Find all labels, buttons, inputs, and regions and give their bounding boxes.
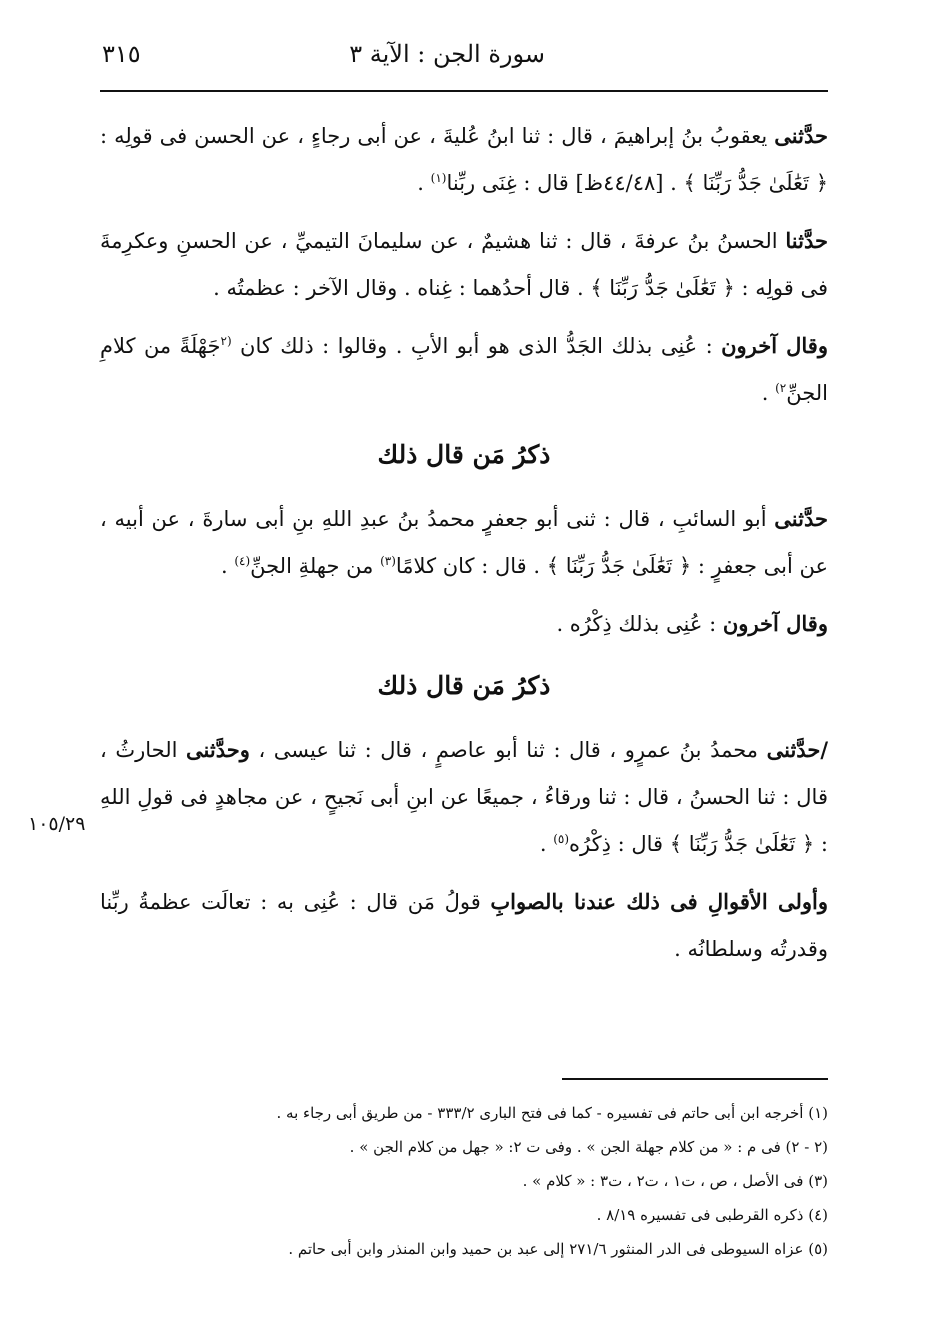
- section-heading: ذكرُ مَن قال ذلك: [377, 671, 551, 700]
- footnote-marker: (٣): [380, 554, 396, 568]
- paragraph-lead: وقال آخرون: [721, 333, 828, 358]
- paragraph-text: . [٤٤/٤٨ظ] قال : غِنَى ربِّنا: [446, 171, 677, 195]
- running-header: [100, 38, 828, 80]
- paragraph-text: الحارثُ ، قال : ثنا الحسنُ ، قال : ثنا ورقاءُ ، جميعًا عن ابنِ أبى نَجيحٍ ، عن مجاهدٍ فى قولِ اللهِ :: [100, 738, 828, 856]
- footnote-marker: ٢): [775, 381, 787, 395]
- footnote-marker: (٢: [220, 334, 232, 348]
- paragraph-text: أبو السائبِ ، قال : ثنى أبو جعفرٍ محمدُ بنُ عبدِ اللهِ بنِ أبى سارةَ ، عن أبيه ، عن أبى جعفرٍ :: [100, 507, 828, 578]
- paragraph-text: : عُنِى بذلك ذِكْرُه .: [556, 612, 717, 636]
- paragraph-text: محمدُ بنُ عمرٍو ، قال : ثنا أبو عاصمٍ ، قال : ثنا عيسى ،: [258, 738, 759, 762]
- paragraph-text: من جهلةِ الجنِّ: [250, 554, 374, 578]
- paragraph-end: .: [220, 554, 228, 578]
- paragraph-text: . قال : كان كلامًا: [395, 554, 541, 578]
- paragraph-lead: حدَّثنى: [774, 123, 828, 148]
- quran-quote: ﴿ تَعَٰلَىٰ جَدُّ رَبِّنَا ﴾: [590, 276, 735, 300]
- page-number: ٣١٥: [102, 40, 141, 68]
- paragraph-lead: وأولى الأقوالِ فى ذلك عندنا بالصوابِ: [490, 889, 828, 914]
- quran-quote: ﴿ تَعَٰلَىٰ جَدُّ رَبِّنَا ﴾: [546, 554, 692, 578]
- paragraph-lead: /حدَّثنى: [766, 737, 828, 762]
- paragraph-5: [100, 600, 828, 648]
- paragraph-end: .: [761, 381, 769, 405]
- footnote-marker: (٤): [234, 554, 251, 568]
- paragraph-text: يعقوبُ بنُ إبراهيمَ ، قال : ثنا ابنُ عُليةَ ، عن أبى رجاءٍ ، عن الحسن فى قولِه :: [100, 124, 768, 148]
- paragraph-3: [100, 322, 828, 417]
- paragraph-text: قال : ذِكْرُه: [569, 832, 664, 856]
- paragraph-text: جَهْلَةً من كلامِ الجنِّ: [100, 334, 828, 405]
- paragraph-1: [100, 112, 828, 207]
- paragraph-lead: حدَّثنى: [774, 506, 828, 531]
- paragraph-6: [100, 726, 828, 868]
- quran-quote: ﴿ تَعَٰلَىٰ جَدُّ رَبِّنَا ﴾: [669, 832, 815, 856]
- running-title: سورة الجن : الآية ٣: [349, 40, 545, 68]
- quran-quote: ﴿ تَعَٰلَىٰ جَدُّ رَبِّنَا ﴾: [683, 171, 828, 195]
- paragraph-7: [100, 878, 828, 973]
- footnote-marker: (٥): [553, 832, 570, 846]
- paragraph-text: قولُ مَن قال : عُنِى به : تعالَت عظمةُ ربِّنا وقدرتُه وسلطانُه .: [100, 890, 828, 961]
- main-text: [100, 112, 828, 983]
- paragraph-end: .: [417, 171, 424, 195]
- paragraph-lead: وقال آخرون: [722, 611, 828, 636]
- margin-reference: ١٠٥/٢٩: [28, 813, 86, 835]
- footnote-rule: [562, 1078, 828, 1080]
- paragraph-end: .: [539, 832, 547, 856]
- footnote-marker: (١): [430, 171, 447, 185]
- paragraph-text: : عُنِى بذلك الجَدُّ الذى هو أبو الأبِ . وقالوا : ذلك كان: [240, 334, 713, 358]
- footnote-3: (٣) فى الأصل ، ص ، ت١ ، ت٢ ، ت٣ : « كلام » .: [522, 1172, 828, 1190]
- footnote-4: (٤) ذكره القرطبى فى تفسيره ٨/١٩ .: [596, 1206, 828, 1224]
- paragraph-4: [100, 495, 828, 590]
- paragraph-text: الحسنُ بنُ عرفةَ ، قال : ثنا هشيمٌ ، عن سليمانَ التيميِّ ، عن الحسنِ وعكرِمةَ فى قولِه :: [100, 229, 828, 300]
- section-heading: ذكرُ مَن قال ذلك: [377, 440, 551, 469]
- footnote-2: (٢ - ٢) فى م : « من كلام جهلة الجن » . وفى ت ٢: « جهل من كلام الجن » .: [349, 1138, 828, 1156]
- paragraph-2: [100, 217, 828, 312]
- header-rule: [100, 90, 828, 92]
- footnote-1: (١) أخرجه ابن أبى حاتم فى تفسيره - كما فى فتح البارى ٣٣٣/٢ - من طريق أبى رجاء به .: [276, 1104, 828, 1122]
- footnote-5: (٥) عزاه السيوطى فى الدر المنثور ٢٧١/٦ إلى عبد بن حميد وابن المنذر وابن أبى حاتم .: [288, 1240, 828, 1258]
- footnotes: [100, 1096, 828, 1266]
- paragraph-lead: حدَّثنا: [785, 228, 828, 253]
- paragraph-text: . قال أحدُهما : غِناه . وقال الآخر : عظمتُه .: [213, 276, 584, 300]
- paragraph-lead-2: وحدَّثنى: [186, 737, 250, 762]
